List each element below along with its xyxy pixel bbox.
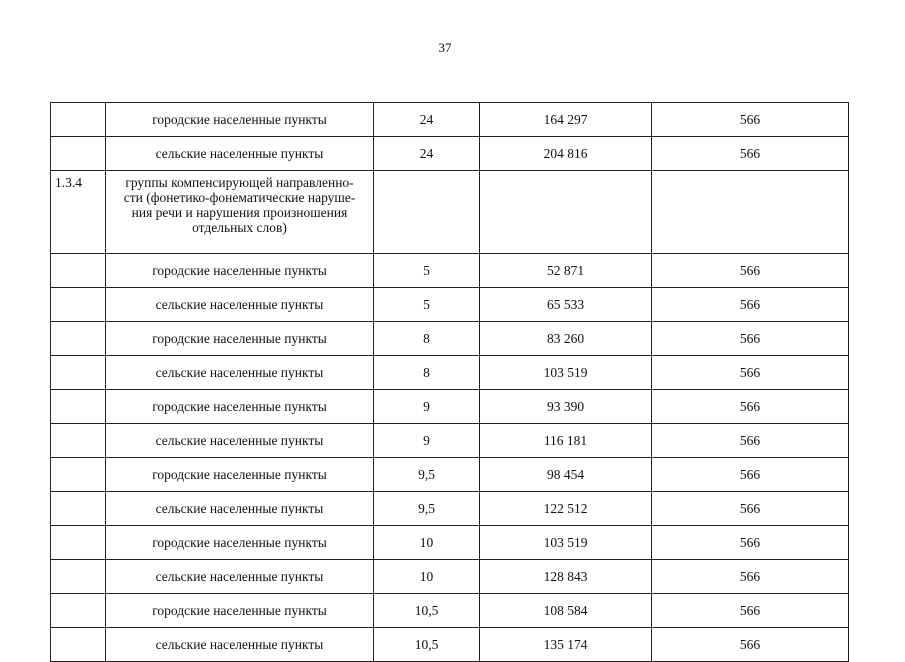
hours-cell: 10 [374, 560, 480, 594]
row-number-cell [51, 322, 106, 356]
hours-cell: 8 [374, 322, 480, 356]
settlement-type-cell: сельские населенные пункты [106, 288, 374, 322]
row-number-cell [51, 137, 106, 171]
hours-cell: 24 [374, 137, 480, 171]
settlement-type-cell: городские населенные пункты [106, 458, 374, 492]
table-row [51, 492, 849, 526]
amount-cell: 83 260 [480, 322, 652, 356]
amount-cell: 135 174 [480, 628, 652, 662]
amount-cell: 103 519 [480, 356, 652, 390]
section-number-cell: 1.3.4 [51, 171, 106, 254]
row-number-cell [51, 424, 106, 458]
table-row [51, 356, 849, 390]
empty-cell [652, 171, 849, 254]
table-row [51, 628, 849, 662]
table-row [51, 288, 849, 322]
table-row [51, 560, 849, 594]
amount-cell: 164 297 [480, 103, 652, 137]
days-cell: 566 [652, 137, 849, 171]
hours-cell: 9,5 [374, 458, 480, 492]
days-cell: 566 [652, 288, 849, 322]
row-number-cell [51, 254, 106, 288]
settlement-type-cell: городские населенные пункты [106, 594, 374, 628]
hours-cell: 9 [374, 424, 480, 458]
hours-cell: 9 [374, 390, 480, 424]
amount-cell: 65 533 [480, 288, 652, 322]
row-number-cell [51, 288, 106, 322]
settlement-type-cell: сельские населенные пункты [106, 424, 374, 458]
days-cell: 566 [652, 628, 849, 662]
table-row [51, 137, 849, 171]
row-number-cell [51, 526, 106, 560]
days-cell: 566 [652, 458, 849, 492]
amount-cell: 93 390 [480, 390, 652, 424]
row-number-cell [51, 492, 106, 526]
days-cell: 566 [652, 594, 849, 628]
days-cell: 566 [652, 322, 849, 356]
settlement-type-cell: сельские населенные пункты [106, 356, 374, 390]
amount-cell: 116 181 [480, 424, 652, 458]
table-row [51, 322, 849, 356]
row-number-cell [51, 594, 106, 628]
empty-cell [480, 171, 652, 254]
hours-cell: 5 [374, 254, 480, 288]
days-cell: 566 [652, 560, 849, 594]
amount-cell: 122 512 [480, 492, 652, 526]
hours-cell: 10,5 [374, 628, 480, 662]
settlement-type-cell: городские населенные пункты [106, 103, 374, 137]
section-title-line: отдельных слов) [192, 220, 287, 235]
hours-cell: 8 [374, 356, 480, 390]
hours-cell: 24 [374, 103, 480, 137]
row-number-cell [51, 458, 106, 492]
settlement-type-cell: городские населенные пункты [106, 254, 374, 288]
days-cell: 566 [652, 254, 849, 288]
table-row [51, 254, 849, 288]
hours-cell: 9,5 [374, 492, 480, 526]
section-title-line: группы компенсирующей направленно- [125, 175, 354, 190]
settlement-type-cell: сельские населенные пункты [106, 137, 374, 171]
row-number-cell [51, 560, 106, 594]
table-row [51, 458, 849, 492]
hours-cell: 10 [374, 526, 480, 560]
hours-cell: 10,5 [374, 594, 480, 628]
days-cell: 566 [652, 424, 849, 458]
amount-cell: 204 816 [480, 137, 652, 171]
data-table [50, 102, 849, 662]
row-number-cell [51, 356, 106, 390]
settlement-type-cell: городские населенные пункты [106, 390, 374, 424]
amount-cell: 128 843 [480, 560, 652, 594]
days-cell: 566 [652, 356, 849, 390]
empty-cell [374, 171, 480, 254]
row-number-cell [51, 390, 106, 424]
days-cell: 566 [652, 492, 849, 526]
settlement-type-cell: сельские населенные пункты [106, 492, 374, 526]
table-row [51, 390, 849, 424]
section-title-cell [106, 171, 374, 254]
days-cell: 566 [652, 390, 849, 424]
amount-cell: 98 454 [480, 458, 652, 492]
table-row [51, 526, 849, 560]
settlement-type-cell: городские населенные пункты [106, 322, 374, 356]
amount-cell: 108 584 [480, 594, 652, 628]
section-title-line: ния речи и нарушения произношения [131, 205, 348, 220]
row-number-cell [51, 628, 106, 662]
page-number: 37 [438, 40, 452, 55]
amount-cell: 52 871 [480, 254, 652, 288]
hours-cell: 5 [374, 288, 480, 322]
days-cell: 566 [652, 103, 849, 137]
settlement-type-cell: сельские населенные пункты [106, 560, 374, 594]
table-row [51, 594, 849, 628]
days-cell: 566 [652, 526, 849, 560]
section-row [51, 171, 849, 254]
section-title-line: сти (фонетико-фонематические наруше- [123, 190, 356, 205]
table-row [51, 103, 849, 137]
settlement-type-cell: сельские населенные пункты [106, 628, 374, 662]
amount-cell: 103 519 [480, 526, 652, 560]
row-number-cell [51, 103, 106, 137]
settlement-type-cell: городские населенные пункты [106, 526, 374, 560]
table-row [51, 424, 849, 458]
